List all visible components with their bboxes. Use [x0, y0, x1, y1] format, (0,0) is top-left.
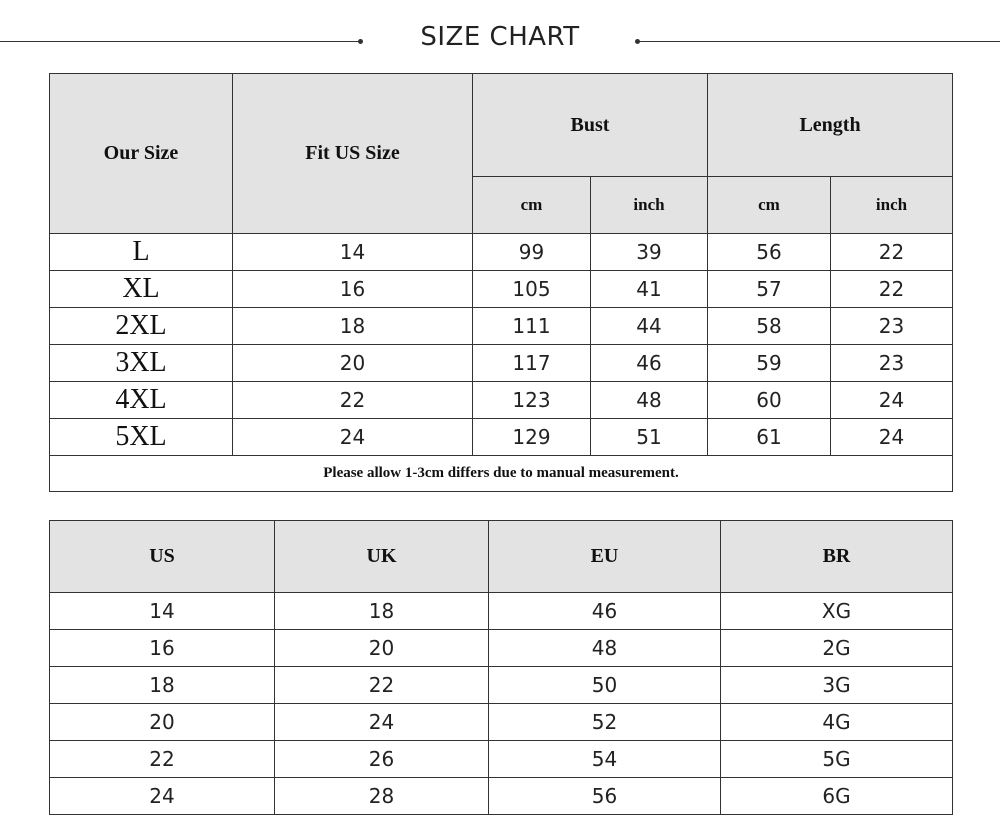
header-bust: Bust [473, 74, 708, 177]
header-br: BR [721, 521, 953, 593]
table-row [50, 271, 953, 308]
our-size-cell: 2XL [50, 308, 233, 345]
table-row [50, 382, 953, 419]
title-divider-right [637, 41, 1000, 42]
length-cm-cell: 60 [708, 382, 831, 419]
header-length: Length [708, 74, 953, 177]
uk-cell: 22 [275, 667, 489, 704]
length-cm-cell: 61 [708, 419, 831, 456]
bust-cm-cell: 117 [473, 345, 591, 382]
our-size-cell: 3XL [50, 345, 233, 382]
uk-cell: 26 [275, 741, 489, 778]
us-cell: 18 [50, 667, 275, 704]
bust-cm-cell: 99 [473, 234, 591, 271]
fit-us-size-cell: 20 [233, 345, 473, 382]
table-row [50, 741, 953, 778]
bust-inch-cell: 44 [591, 308, 708, 345]
length-inch-cell: 22 [831, 234, 953, 271]
table-row [50, 593, 953, 630]
our-size-cell: L [50, 234, 233, 271]
title-row [0, 0, 1000, 80]
bust-cm-cell: 111 [473, 308, 591, 345]
br-cell: 5G [721, 741, 953, 778]
length-inch-cell: 24 [831, 419, 953, 456]
length-cm-cell: 59 [708, 345, 831, 382]
header-us: US [50, 521, 275, 593]
uk-cell: 20 [275, 630, 489, 667]
length-inch-cell: 22 [831, 271, 953, 308]
table-row [50, 345, 953, 382]
br-cell: 6G [721, 778, 953, 815]
bust-inch-cell: 41 [591, 271, 708, 308]
us-cell: 16 [50, 630, 275, 667]
length-cm-cell: 58 [708, 308, 831, 345]
us-cell: 14 [50, 593, 275, 630]
bust-cm-cell: 105 [473, 271, 591, 308]
table-row [50, 234, 953, 271]
fit-us-size-cell: 16 [233, 271, 473, 308]
br-cell: 4G [721, 704, 953, 741]
length-cm-cell: 56 [708, 234, 831, 271]
our-size-cell: XL [50, 271, 233, 308]
length-inch-cell: 23 [831, 345, 953, 382]
header-bust-cm: cm [473, 177, 591, 234]
fit-us-size-cell: 22 [233, 382, 473, 419]
fit-us-size-cell: 14 [233, 234, 473, 271]
table-row [50, 667, 953, 704]
bust-inch-cell: 51 [591, 419, 708, 456]
fit-us-size-cell: 24 [233, 419, 473, 456]
length-cm-cell: 57 [708, 271, 831, 308]
eu-cell: 50 [489, 667, 721, 704]
header-our-size: Our Size [50, 74, 233, 234]
bust-inch-cell: 39 [591, 234, 708, 271]
length-inch-cell: 24 [831, 382, 953, 419]
br-cell: XG [721, 593, 953, 630]
us-cell: 24 [50, 778, 275, 815]
us-cell: 22 [50, 741, 275, 778]
us-cell: 20 [50, 704, 275, 741]
uk-cell: 18 [275, 593, 489, 630]
header-uk: UK [275, 521, 489, 593]
size-chart-table [49, 73, 953, 492]
eu-cell: 56 [489, 778, 721, 815]
uk-cell: 28 [275, 778, 489, 815]
bust-inch-cell: 46 [591, 345, 708, 382]
bust-cm-cell: 129 [473, 419, 591, 456]
br-cell: 2G [721, 630, 953, 667]
table-row [50, 419, 953, 456]
table-row [50, 308, 953, 345]
uk-cell: 24 [275, 704, 489, 741]
measurement-note: Please allow 1-3cm differs due to manual measurement. [50, 456, 953, 492]
eu-cell: 52 [489, 704, 721, 741]
bust-inch-cell: 48 [591, 382, 708, 419]
table-row [50, 704, 953, 741]
br-cell: 3G [721, 667, 953, 704]
header-bust-inch: inch [591, 177, 708, 234]
eu-cell: 48 [489, 630, 721, 667]
eu-cell: 54 [489, 741, 721, 778]
eu-cell: 46 [489, 593, 721, 630]
table-row [50, 630, 953, 667]
header-fit-us-size: Fit US Size [233, 74, 473, 234]
header-length-cm: cm [708, 177, 831, 234]
our-size-cell: 4XL [50, 382, 233, 419]
size-conversion-table [49, 520, 953, 815]
header-length-inch: inch [831, 177, 953, 234]
length-inch-cell: 23 [831, 308, 953, 345]
bust-cm-cell: 123 [473, 382, 591, 419]
header-eu: EU [489, 521, 721, 593]
page-title: SIZE CHART [420, 22, 580, 52]
fit-us-size-cell: 18 [233, 308, 473, 345]
our-size-cell: 5XL [50, 419, 233, 456]
table-row [50, 778, 953, 815]
